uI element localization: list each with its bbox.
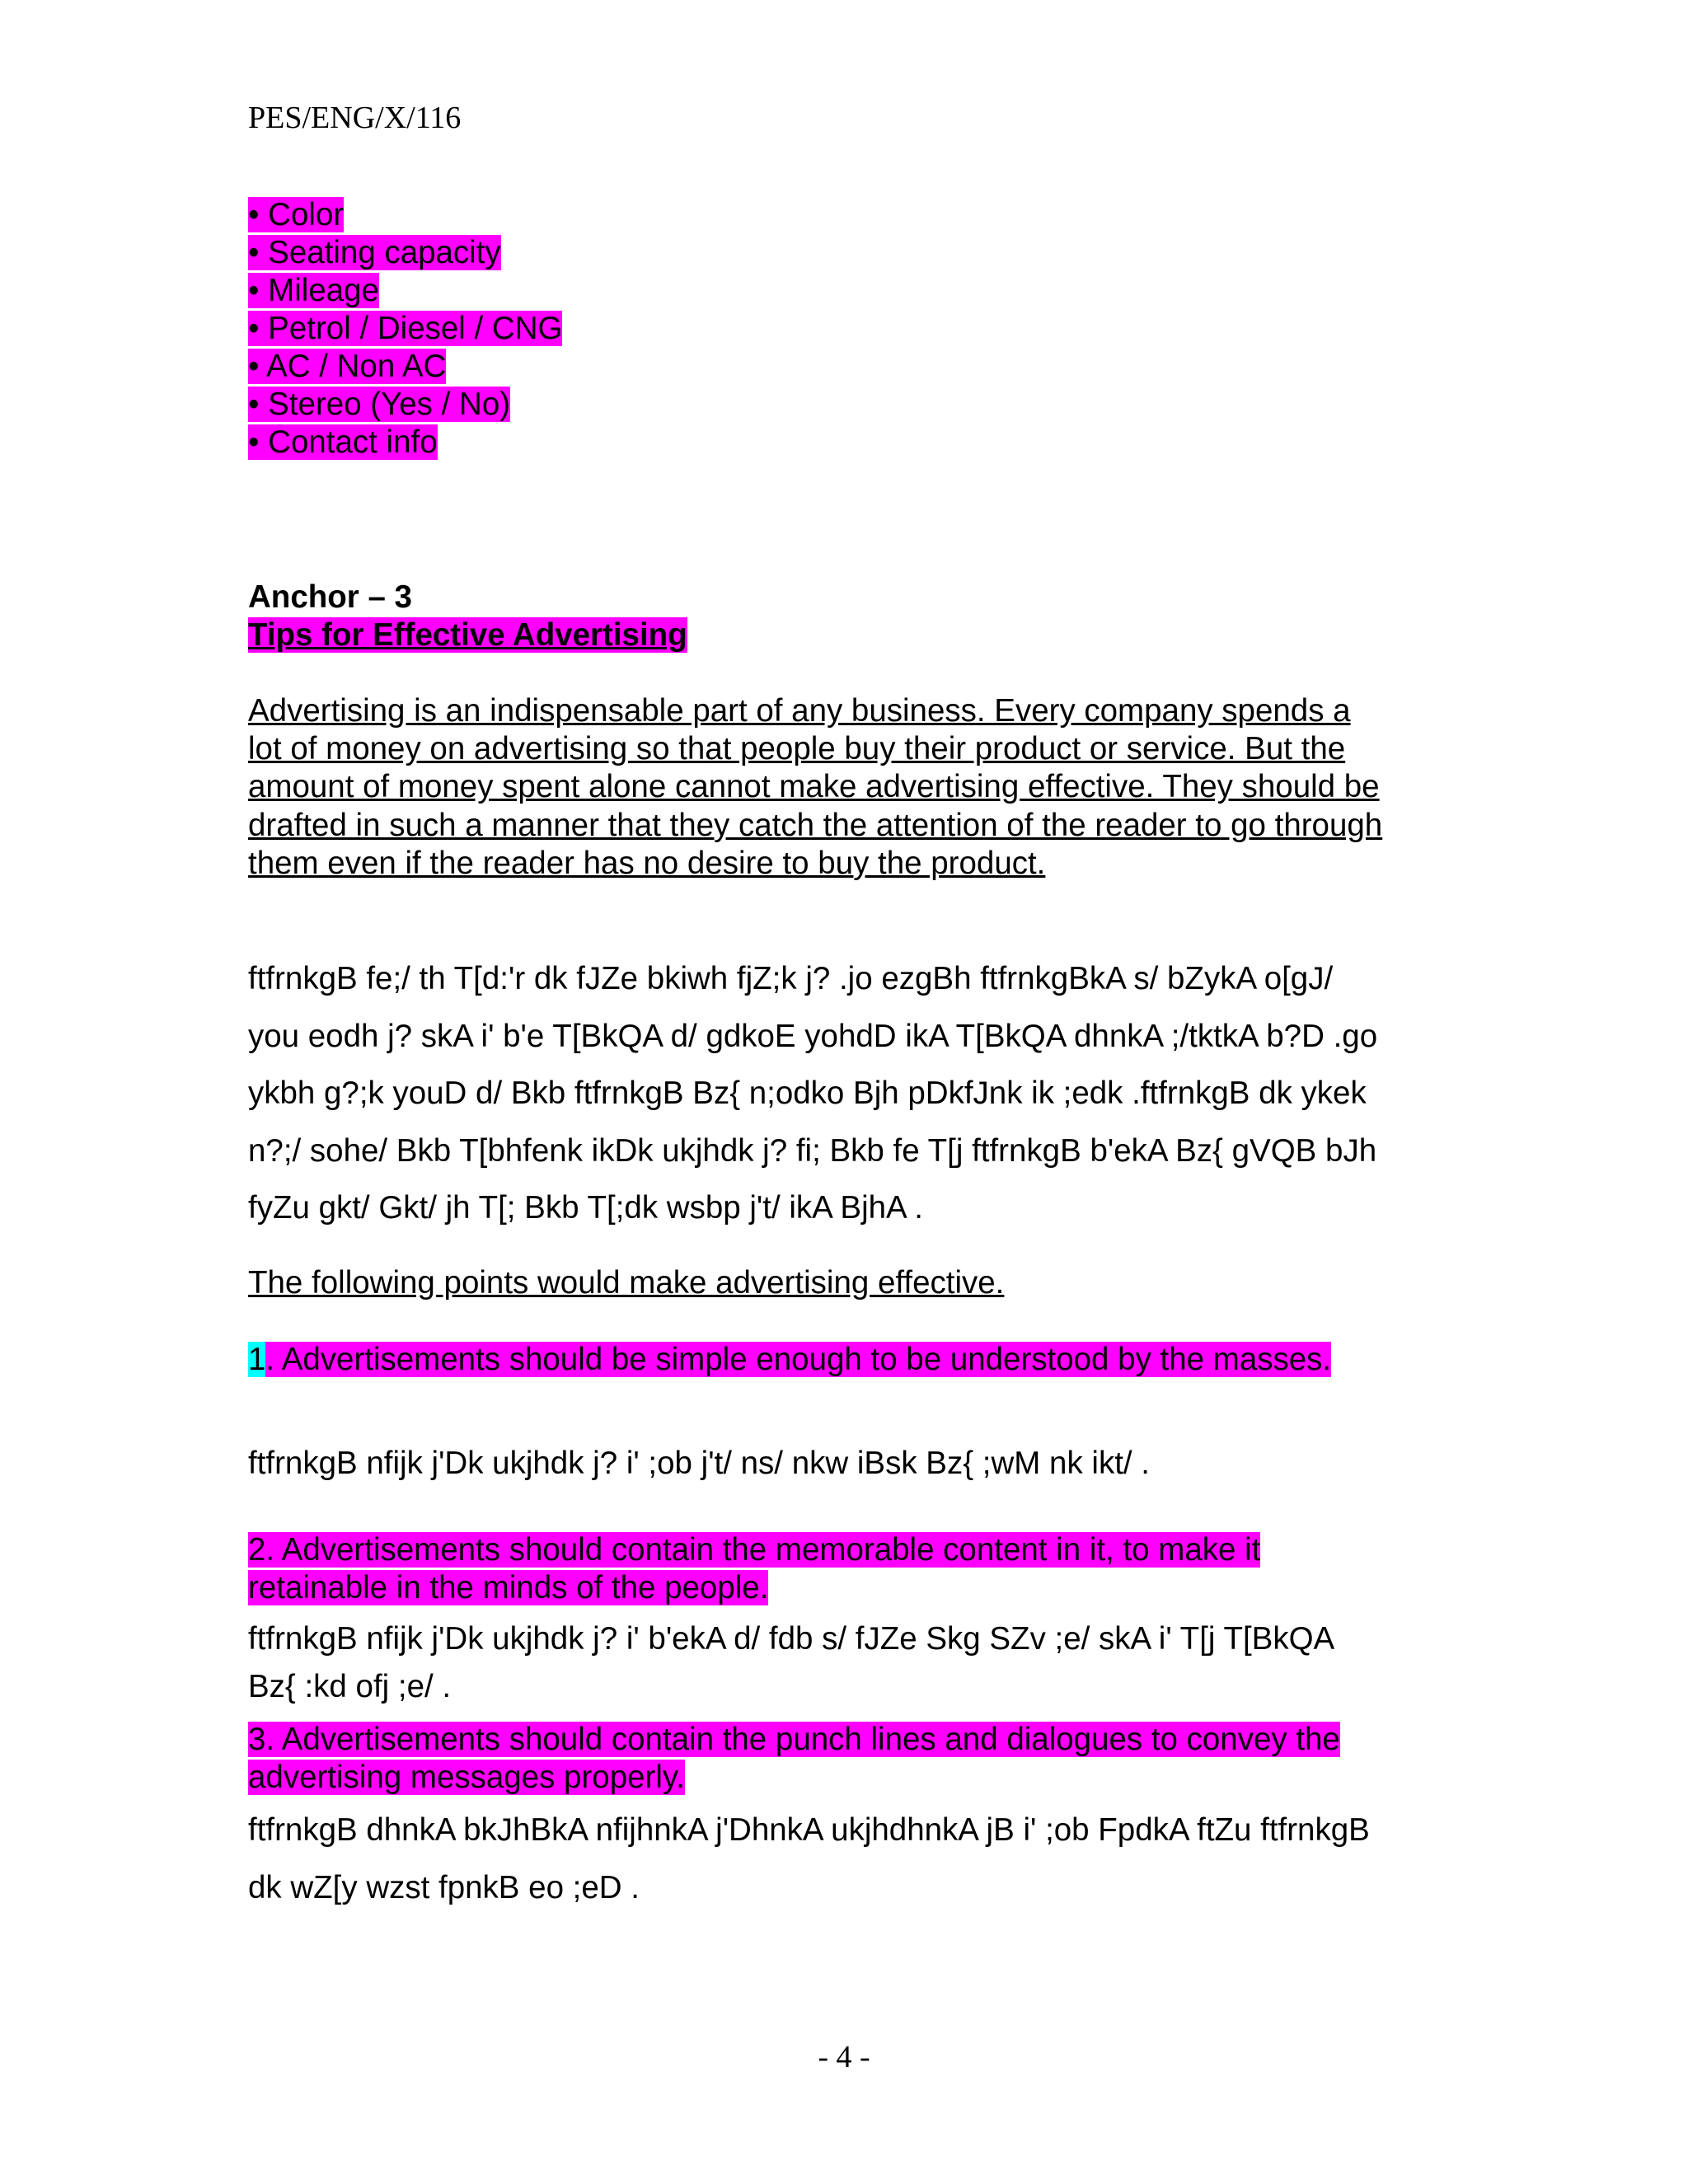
paragraph-line: ftfrnkgB nfijk j'Dk ukjhdk j? i' ;ob j't/ ns/ nkw iBsk Bz{ ;wM nk ikt/ .	[248, 1446, 1150, 1481]
feature-bullet-list	[248, 196, 1451, 462]
paragraph-line: n?;/ sohe/ Bkb T[bhfenk ikDk ukjhdk j? fi; Bkb fe T[j ftfrnkgB b'ekA Bz{ gVQB bJh	[248, 1132, 1377, 1169]
anchor-title: Anchor – 3	[248, 579, 412, 615]
point-text: 2. Advertisements should contain the memorable content in it, to make it	[248, 1532, 1261, 1568]
bullet-text: • Stereo (Yes / No)	[248, 387, 511, 422]
points-intro-line: The following points would make advertising effective.	[248, 1265, 1005, 1301]
bullet-item	[248, 424, 1451, 462]
paragraph-line: ftfrnkgB fe;/ th T[d:'r dk fJZe bkiwh fjZ;k j? .jo ezgBh ftfrnkgBkA s/ bZykA o[gJ/	[248, 961, 1334, 996]
paragraph-line: ftfrnkgB dhnkA bkJhBkA nfijhnkA j'DhnkA ukjhdhnkA jB i' ;ob FpdkA ftZu ftfrnkgB	[248, 1812, 1370, 1848]
paragraph-line: ftfrnkgB nfijk j'Dk ukjhdk j? i' b'ekA d/ fdb s/ fJZe Skg SZv ;e/ skA i' T[j T[BkQA	[248, 1621, 1335, 1657]
bullet-text: • Color	[248, 197, 345, 232]
paragraph-line: Advertising is an indispensable part of any business. Every company spends a	[248, 693, 1351, 729]
page-number: - 4 -	[818, 2040, 870, 2074]
paragraph-line: drafted in such a manner that they catch the attention of the reader to go through	[248, 807, 1383, 843]
bullet-item	[248, 386, 1451, 424]
paragraph-line: you eodh j? skA i' b'e T[BkQA d/ gdkoE yohdD ikA T[BkQA dhnkA ;/tktkA b?D .go	[248, 1018, 1378, 1054]
point-3	[248, 1721, 1451, 1797]
translated-point-1	[248, 1445, 1451, 1483]
paragraph-line: fyZu gkt/ Gkt/ jh T[; Bkb T[;dk wsbp j't/ ikA BjhA .	[248, 1190, 924, 1226]
bullet-item	[248, 310, 1451, 348]
intro-paragraph	[248, 692, 1451, 883]
paragraph-line: Bz{ :kd ofj ;e/ .	[248, 1668, 452, 1704]
point-text: 3. Advertisements should contain the punch lines and dialogues to convey the	[248, 1722, 1340, 1757]
bullet-text: • Contact info	[248, 424, 438, 460]
bullet-text: • Mileage	[248, 273, 380, 308]
bullet-text: • AC / Non AC	[248, 349, 447, 384]
bullet-item	[248, 348, 1451, 386]
translated-intro-paragraph	[248, 950, 1451, 1237]
paragraph-line: dk wZ[y wzst fpnkB eo ;eD .	[248, 1869, 640, 1905]
bullet-item	[248, 272, 1451, 310]
paragraph-line: lot of money on advertising so that people buy their product or service. But the	[248, 731, 1346, 767]
point-number: 1	[248, 1342, 266, 1377]
point-1	[248, 1341, 1451, 1379]
bullet-text: • Seating capacity	[248, 235, 501, 270]
bullet-item	[248, 234, 1451, 272]
paragraph-line: ykbh g?;k youD d/ Bkb ftfrnkgB Bz{ n;odko Bjh pDkfJnk ik ;edk .ftfrnkgB dk ykek	[248, 1076, 1367, 1111]
document-id: PES/ENG/X/116	[248, 101, 462, 135]
point-2	[248, 1531, 1451, 1607]
paragraph-line: amount of money spent alone cannot make advertising effective. They should be	[248, 769, 1380, 805]
section-title: Tips for Effective Advertising	[248, 617, 687, 653]
translated-point-3	[248, 1802, 1451, 1916]
point-text: retainable in the minds of the people.	[248, 1570, 769, 1606]
bullet-item	[248, 196, 1451, 234]
bullet-text: • Petrol / Diesel / CNG	[248, 311, 563, 346]
point-text: . Advertisements should be simple enough to be understood by the masses.	[265, 1342, 1332, 1377]
translated-point-2	[248, 1610, 1451, 1706]
anchor-heading-block	[248, 579, 1451, 654]
point-text: advertising messages properly.	[248, 1760, 685, 1796]
paragraph-line: them even if the reader has no desire to buy the product.	[248, 845, 1046, 881]
